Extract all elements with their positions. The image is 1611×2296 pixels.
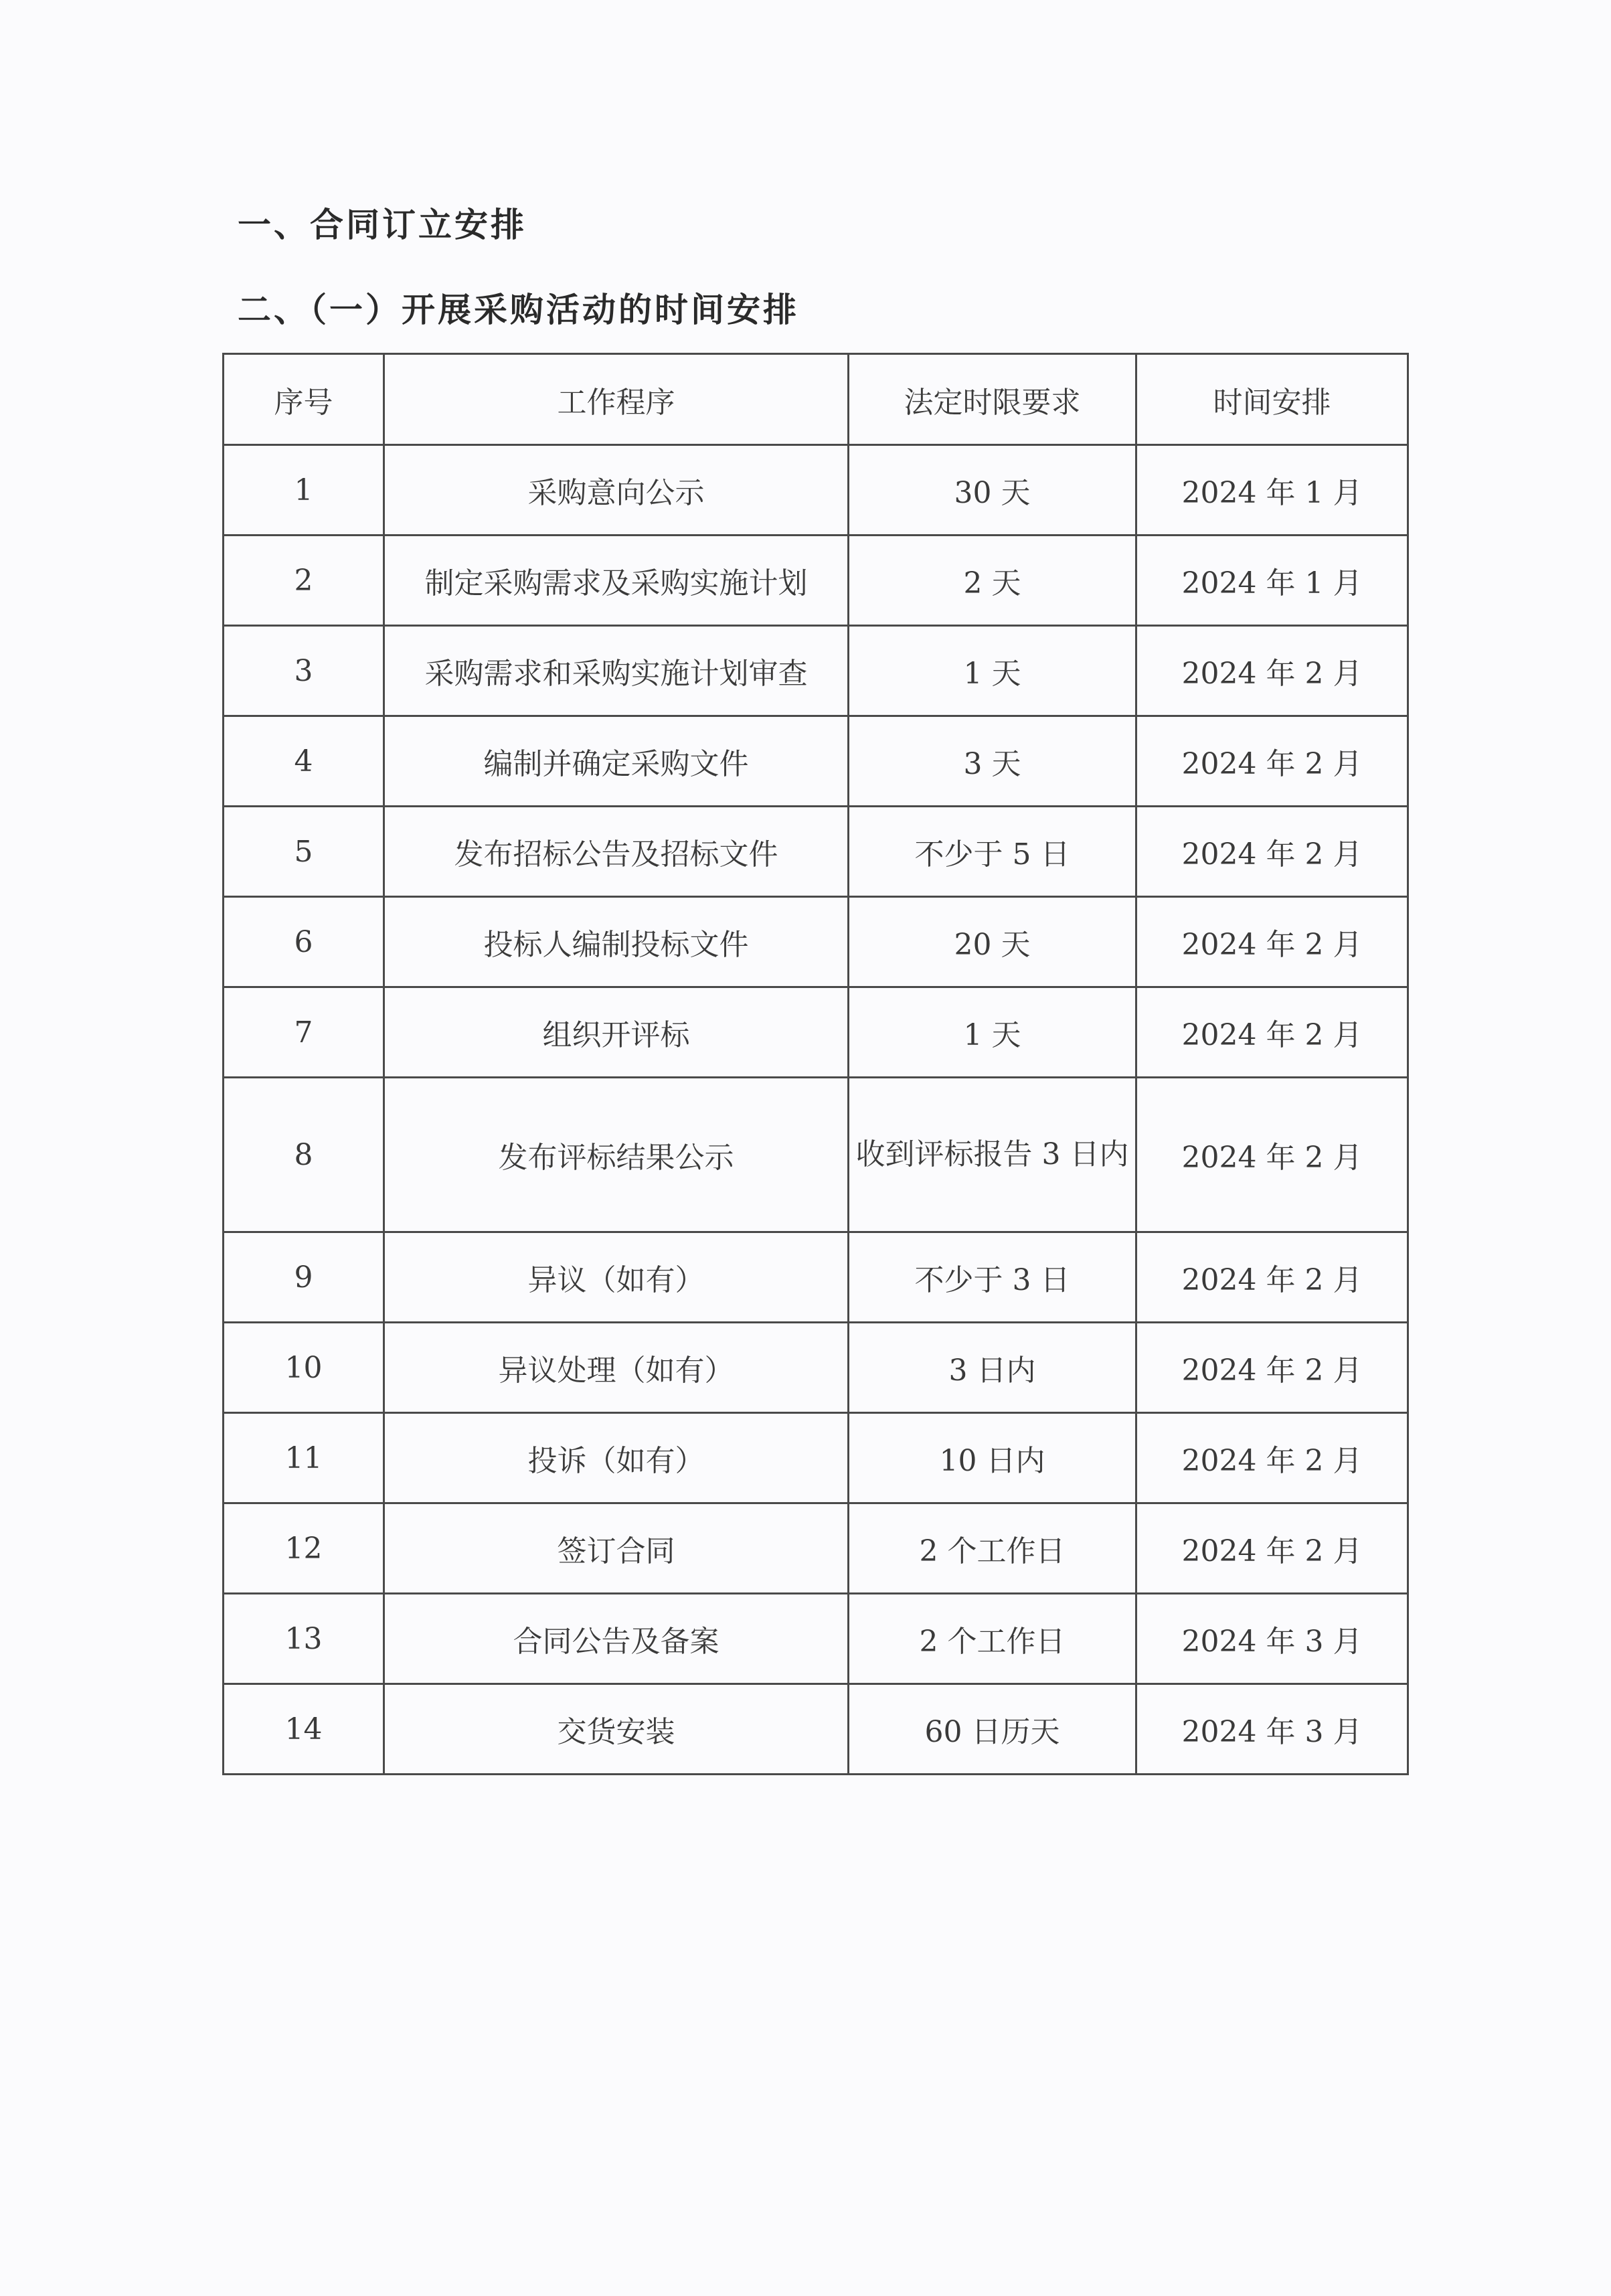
cell-no: 11 xyxy=(224,1413,384,1503)
cell-no: 3 xyxy=(224,626,384,716)
cell-procedure: 编制并确定采购文件 xyxy=(384,716,849,807)
schedule-table xyxy=(222,353,1409,1775)
cell-procedure: 投诉（如有） xyxy=(384,1413,849,1503)
cell-requirement: 2 个工作日 xyxy=(849,1594,1136,1684)
cell-procedure: 异议（如有） xyxy=(384,1232,849,1323)
cell-time: 2024 年 2 月 xyxy=(1136,1503,1408,1594)
cell-no: 13 xyxy=(224,1594,384,1684)
cell-requirement: 10 日内 xyxy=(849,1413,1136,1503)
cell-no: 6 xyxy=(224,897,384,987)
table-row xyxy=(224,1684,1408,1775)
header-requirement: 法定时限要求 xyxy=(849,354,1136,445)
cell-no: 1 xyxy=(224,445,384,536)
cell-procedure: 采购需求和采购实施计划审查 xyxy=(384,626,849,716)
cell-requirement: 20 天 xyxy=(849,897,1136,987)
cell-no: 12 xyxy=(224,1503,384,1594)
table-row xyxy=(224,1078,1408,1232)
cell-time: 2024 年 1 月 xyxy=(1136,445,1408,536)
cell-requirement: 1 天 xyxy=(849,626,1136,716)
cell-time: 2024 年 2 月 xyxy=(1136,1413,1408,1503)
cell-time: 2024 年 2 月 xyxy=(1136,807,1408,897)
cell-requirement: 2 天 xyxy=(849,536,1136,626)
header-procedure: 工作程序 xyxy=(384,354,849,445)
cell-procedure: 采购意向公示 xyxy=(384,445,849,536)
cell-no: 2 xyxy=(224,536,384,626)
cell-requirement: 1 天 xyxy=(849,987,1136,1078)
cell-procedure: 异议处理（如有） xyxy=(384,1323,849,1413)
table-row xyxy=(224,445,1408,536)
cell-time: 2024 年 2 月 xyxy=(1136,1078,1408,1232)
cell-no: 9 xyxy=(224,1232,384,1323)
table-row xyxy=(224,1594,1408,1684)
cell-time: 2024 年 2 月 xyxy=(1136,1323,1408,1413)
cell-procedure: 签订合同 xyxy=(384,1503,849,1594)
section-heading-contract: 一、合同订立安排 xyxy=(238,206,527,244)
cell-time: 2024 年 2 月 xyxy=(1136,987,1408,1078)
table-row xyxy=(224,1413,1408,1503)
table-row xyxy=(224,716,1408,807)
table-row xyxy=(224,1232,1408,1323)
cell-time: 2024 年 2 月 xyxy=(1136,626,1408,716)
table-row xyxy=(224,1503,1408,1594)
cell-procedure: 组织开评标 xyxy=(384,987,849,1078)
cell-procedure: 制定采购需求及采购实施计划 xyxy=(384,536,849,626)
cell-requirement: 30 天 xyxy=(849,445,1136,536)
table-row xyxy=(224,897,1408,987)
cell-procedure: 合同公告及备案 xyxy=(384,1594,849,1684)
table-row xyxy=(224,987,1408,1078)
cell-time: 2024 年 1 月 xyxy=(1136,536,1408,626)
cell-no: 10 xyxy=(224,1323,384,1413)
cell-time: 2024 年 3 月 xyxy=(1136,1684,1408,1775)
cell-procedure: 交货安装 xyxy=(384,1684,849,1775)
cell-requirement xyxy=(849,1078,1136,1232)
cell-no: 5 xyxy=(224,807,384,897)
header-no: 序号 xyxy=(224,354,384,445)
cell-requirement: 3 天 xyxy=(849,716,1136,807)
table-header-row xyxy=(224,354,1408,445)
cell-procedure: 投标人编制投标文件 xyxy=(384,897,849,987)
cell-procedure: 发布招标公告及招标文件 xyxy=(384,807,849,897)
cell-requirement: 60 日历天 xyxy=(849,1684,1136,1775)
cell-procedure: 发布评标结果公示 xyxy=(384,1078,849,1232)
cell-requirement: 不少于 3 日 xyxy=(849,1232,1136,1323)
cell-requirement: 3 日内 xyxy=(849,1323,1136,1413)
cell-no: 14 xyxy=(224,1684,384,1775)
table-row xyxy=(224,626,1408,716)
cell-time: 2024 年 3 月 xyxy=(1136,1594,1408,1684)
cell-time: 2024 年 2 月 xyxy=(1136,1232,1408,1323)
table-row xyxy=(224,536,1408,626)
table-row xyxy=(224,1323,1408,1413)
cell-requirement-text: 收到评标报告 3 日内 xyxy=(855,1137,1129,1171)
cell-requirement: 不少于 5 日 xyxy=(849,807,1136,897)
cell-time: 2024 年 2 月 xyxy=(1136,897,1408,987)
cell-no: 7 xyxy=(224,987,384,1078)
cell-requirement: 2 个工作日 xyxy=(849,1503,1136,1594)
cell-time: 2024 年 2 月 xyxy=(1136,716,1408,807)
cell-no: 8 xyxy=(224,1078,384,1232)
section-heading-schedule: 二、（一）开展采购活动的时间安排 xyxy=(238,291,799,329)
cell-no: 4 xyxy=(224,716,384,807)
table-row xyxy=(224,807,1408,897)
header-time: 时间安排 xyxy=(1136,354,1408,445)
